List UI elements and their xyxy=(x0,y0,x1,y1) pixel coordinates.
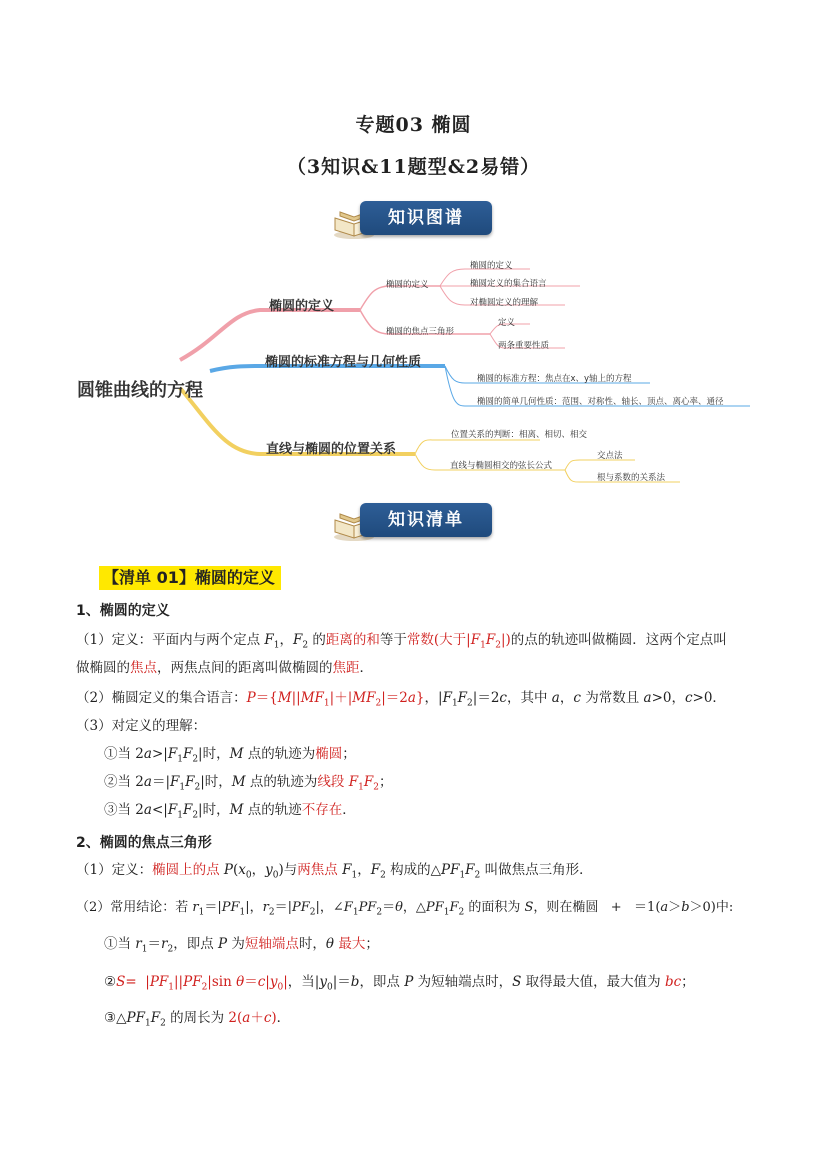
banner-knowledge-list xyxy=(332,498,492,542)
mindmap-leaf: 两条重要性质 xyxy=(498,341,550,351)
mindmap-leaf: 位置关系的判断：相离、相切、相交 xyxy=(451,430,588,440)
mindmap-leaf: 椭圆的定义 xyxy=(470,261,513,271)
banner-label: 知识清单 xyxy=(360,503,492,537)
mindmap-leaf: 定义 xyxy=(498,318,516,328)
heading-focal-triangle: 2、椭圆的焦点三角形 xyxy=(76,835,212,851)
mindmap-leaf: 椭圆的简单几何性质：范围、对称性、轴长、顶点、离心率、通径 xyxy=(477,397,724,407)
mindmap-leaf: 交点法 xyxy=(597,451,623,461)
mindmap-branch-definition: 椭圆的定义 xyxy=(269,299,335,314)
text-line: （2）常用结论：若 $r_1=|PF_1|$，$r_2=|PF_2|$，$\angle F_1PF_2=\theta$，$\triangle PF_1F_2$ 的面积为 S，则在椭圆 + ＝1(a＞b＞0)中: xyxy=(76,900,734,918)
text-line: （3）对定义的理解： xyxy=(76,718,207,734)
heading-definition: 1、椭圆的定义 xyxy=(76,603,170,619)
text-line: ②S= $|PF_1||PF_2|\sin$ $\theta=c|y_0|$，当$|y_0|=b$，即点 P 为短轴端点时，S 取得最大值，最大值为 bc； xyxy=(104,974,695,993)
mindmap-leaf: 对椭圆定义的理解 xyxy=(470,298,539,308)
text-line: ①当 $2a>|F_1F_2|$时，M 点的轨迹为椭圆； xyxy=(104,746,356,765)
text-line: （1）定义：椭圆上的点 $P(x_0$，$y_0$)与两焦点 $F_1$，$F_2$ 构成的$\triangle PF_1F_2$ 叫做焦点三角形． xyxy=(76,862,593,881)
mindmap-root: 圆锥曲线的方程 xyxy=(77,380,203,401)
text-line: （1）定义：平面内与两个定点 $F_1$，$F_2$ 的距离的和等于常数(大于$|F_1F_2|$)的点的轨迹叫做椭圆．这两个定点叫 xyxy=(76,632,727,651)
banner-label: 知识图谱 xyxy=(360,201,492,235)
mindmap-node: 直线与椭圆相交的弦长公式 xyxy=(450,461,553,471)
mindmap-branch-standard-equation: 椭圆的标准方程与几何性质 xyxy=(265,355,422,370)
text-line: 做椭圆的焦点，两焦点间的距离叫做椭圆的焦距． xyxy=(76,660,373,676)
mindmap-leaf: 根与系数的关系法 xyxy=(597,473,666,483)
text-line: ③当 $2a<|F_1F_2|$时，M 点的轨迹不存在． xyxy=(104,802,356,821)
mindmap-node: 椭圆的焦点三角形 xyxy=(386,327,455,337)
text-line: $③\triangle PF_1F_2$ 的周长为 2(a＋c)． xyxy=(104,1010,291,1029)
text-line: ②当 $2a=|F_1F_2|$时，M 点的轨迹为线段 $F_1F_2$； xyxy=(104,774,393,793)
page-title: 专题03 椭圆 xyxy=(355,114,472,136)
page-subtitle: （3知识&11题型&2易错） xyxy=(286,156,541,178)
mindmap-leaf: 椭圆的标准方程：焦点在x、y轴上的方程 xyxy=(477,374,632,384)
banner-knowledge-map xyxy=(332,196,492,240)
mindmap-node: 椭圆的定义 xyxy=(386,280,429,290)
text-line: ①当 $r_1=r_2$，即点 P 为短轴端点时，θ 最大； xyxy=(104,936,379,955)
mindmap-branch-position: 直线与椭圆的位置关系 xyxy=(266,442,397,457)
section-tag: 【清单 01】椭圆的定义 xyxy=(99,566,281,590)
mindmap-leaf: 椭圆定义的集合语言 xyxy=(470,279,547,289)
text-line: （2）椭圆定义的集合语言：$P=\{M||MF_1|+|MF_2|=2a\}$，$|F_1F_2|=2c$，其中 a，c 为常数且 a>0，c>0． xyxy=(76,690,726,709)
